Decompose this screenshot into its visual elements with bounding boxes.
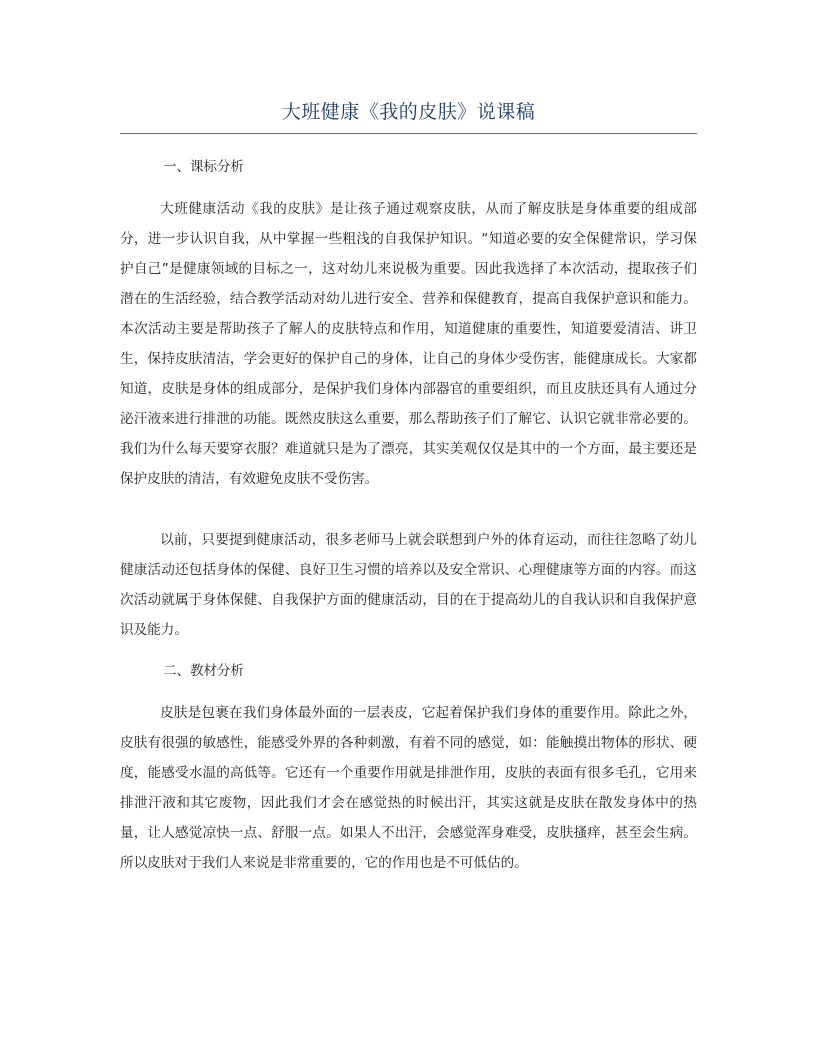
section-heading-course-standard: 一、课标分析 [163,159,244,175]
paragraph-course-standard-2: 以前，只要提到健康活动，很多老师马上就会联想到户外的体育运动，而往往忽略了幼儿健康活动还包括身体的保健、良好卫生习惯的培养以及安全常识、心理健康等方面的内容。而这次活动就属于身体保健、自我保护方面的健康活动，目的在于提高幼儿的自我认识和自我保护意识及能力。 [120,532,697,638]
title-divider [120,133,697,134]
paragraph-material-analysis-1: 皮肤是包裹在我们身体最外面的一层表皮，它起着保护我们身体的重要作用。除此之外，皮肤有很强的敏感性，能感受外界的各种刺激，有着不同的感觉，如：能触摸出物体的形状、硬度，能感受水温的高低等。它还有一个重要作用就是排泄作用，皮肤的表面有很多毛孔，它用来排泄汗液和其它废物，因此我们才会在感觉热的时候出汗，其实这就是皮肤在散发身体中的热量，让人感觉凉快一点、舒服一点。如果人不出汗，会感觉浑身难受，皮肤搔痒，甚至会生病。所以皮肤对于我们人来说是非常重要的，它的作用也是不可低估的。 [120,705,697,871]
paragraph-course-standard-1: 大班健康活动《我的皮肤》是让孩子通过观察皮肤，从而了解皮肤是身体重要的组成部分，进一步认识自我，从中掌握一些粗浅的自我保护知识。“知道必要的安全保健常识，学习保护自己”是健康领域的目标之一，这对幼儿来说极为重要。因此我选择了本次活动，提取孩子们潜在的生活经验，结合教学活动对幼儿进行安全、营养和保健教育，提高自我保护意识和能力。本次活动主要是帮助孩子了解人的皮肤特点和作用，知道健康的重要性，知道要爱清洁、讲卫生，保持皮肤清洁，学会更好的保护自己的身体，让自己的身体少受伤害，能健康成长。大家都知道，皮肤是身体的组成部分，是保护我们身体内部器官的重要组织，而且皮肤还具有人通过分泌汗液来进行排泄的功能。既然皮肤这么重要，那么帮助孩子们了解它、认识它就非常必要的。我们为什么每天要穿衣服？难道就只是为了漂亮，其实美观仅仅是其中的一个方面，最主要还是保护皮肤的清洁，有效避免皮肤不受伤害。 [120,201,697,487]
document-title: 大班健康《我的皮肤》说课稿 [281,101,536,123]
section-heading-material-analysis: 二、教材分析 [163,663,244,679]
